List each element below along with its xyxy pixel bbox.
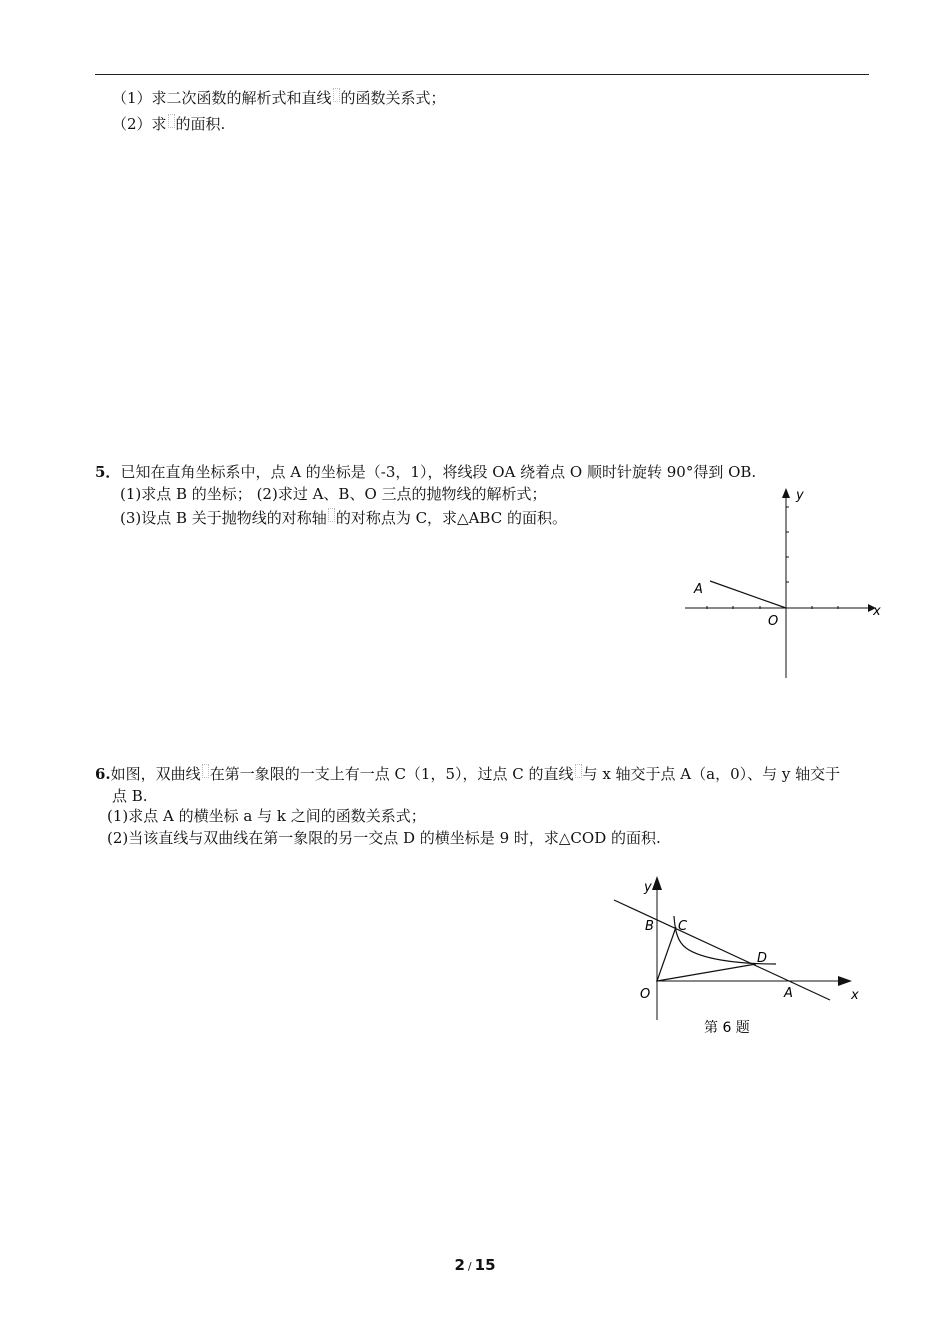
q6-figure <box>606 872 871 1042</box>
page-separator: / <box>467 1260 472 1273</box>
figure-caption: 第 6 题 <box>704 1020 750 1036</box>
q5-sub2-end: 的对称点为 C，求△ABC 的面积。 <box>335 509 567 527</box>
q4-part2-text: （2）求 <box>112 115 167 133</box>
label-c: C <box>678 919 688 934</box>
q5-number: 5． <box>95 463 121 481</box>
x-axis-arrow <box>838 976 852 986</box>
q6-sub1: (1)求点 A 的横坐标 a 与 k 之间的函数关系式； <box>107 807 426 825</box>
segment-oc <box>657 927 676 981</box>
label-o: O <box>640 987 651 1002</box>
formula-placeholder <box>202 764 209 778</box>
formula-placeholder <box>168 114 175 128</box>
q5-sub2 <box>120 508 567 528</box>
label-b: B <box>645 919 654 934</box>
q6-statement-cont: 点 B. <box>112 787 148 805</box>
q6-text-c: 与 x 轴交于点 A（a，0）、与 y 轴交于 <box>582 765 841 783</box>
y-axis-arrow <box>782 488 790 498</box>
label-x: x <box>873 604 881 619</box>
q4-part2-end: 的面积. <box>175 115 226 133</box>
q4-part2 <box>112 114 225 134</box>
q4-part1 <box>112 88 446 108</box>
q6-sub2: (2)当该直线与双曲线在第一象限的另一交点 D 的横坐标是 9 时，求△COD 的面积. <box>107 829 661 847</box>
q6-text-a: 如图，双曲线 <box>110 765 201 783</box>
q5-text: 已知在直角坐标系中，点 A 的坐标是（-3，1），将线段 OA 绕着点 O 顺时针旋转 90°得到 OB. <box>120 463 757 481</box>
q4-part1-text: （1）求二次函数的解析式和直线 <box>112 89 332 107</box>
y-axis-arrow <box>652 876 662 890</box>
q5-sub2-text: (3)设点 B 关于抛物线的对称轴 <box>120 509 327 527</box>
q5-sub1: (1)求点 B 的坐标； (2)求过 A、B、O 三点的抛物线的解析式； <box>120 485 547 503</box>
header-rule <box>95 74 869 75</box>
label-a: A <box>694 582 703 597</box>
formula-placeholder <box>328 508 335 522</box>
label-o: O <box>768 614 779 629</box>
formula-placeholder <box>333 88 340 102</box>
formula-placeholder <box>575 764 582 778</box>
label-d: D <box>757 951 768 966</box>
q6-statement <box>95 764 840 784</box>
q6-text-b: 在第一象限的一支上有一点 C（1，5），过点 C 的直线 <box>209 765 574 783</box>
line-ab <box>614 900 830 1000</box>
q5-statement <box>95 462 756 482</box>
segment-oa <box>710 581 786 608</box>
label-a: A <box>784 986 793 1001</box>
q4-part1-end: 的函数关系式； <box>340 89 446 107</box>
q6-number: 6. <box>95 765 111 783</box>
label-y: y <box>644 880 652 895</box>
segment-od <box>657 964 756 981</box>
current-page: 2 <box>454 1256 465 1274</box>
label-x: x <box>851 988 859 1003</box>
page-indicator <box>0 1256 950 1274</box>
q5-figure <box>680 482 890 682</box>
total-pages: 15 <box>474 1256 496 1274</box>
label-y: y <box>796 488 804 503</box>
